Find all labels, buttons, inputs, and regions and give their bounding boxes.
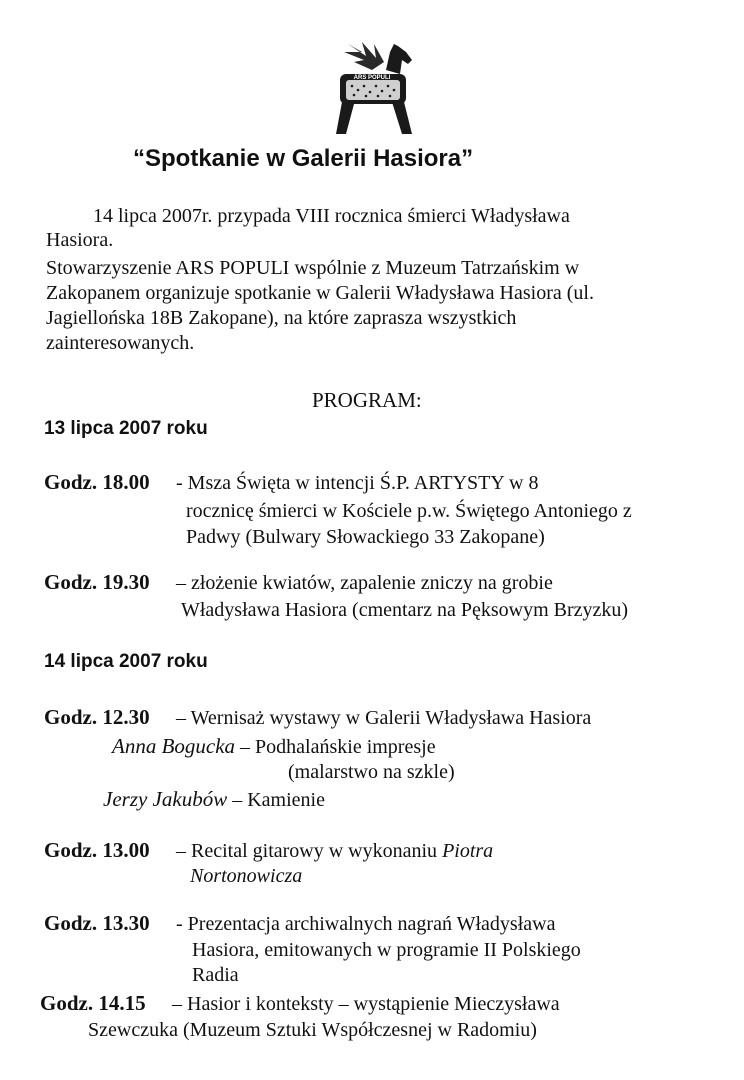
intro-line-3: Stowarzyszenie ARS POPULI wspólnie z Muzeum Tatrzańskim w (46, 257, 580, 279)
ars-populi-horse-logo (332, 30, 416, 136)
intro-line-4: Zakopanem organizuje spotkanie w Galerii Władysława Hasiora (ul. (46, 282, 594, 304)
event-time: Godz. 19.30 (44, 570, 150, 594)
event-line: Szewczuka (Muzeum Sztuki Współczesnej w Radomiu) (88, 1019, 537, 1041)
event-line (176, 838, 493, 864)
performer-first-name: Piotra (442, 840, 494, 862)
artist-name: Anna Bogucka (112, 734, 236, 758)
event-line: Hasiora, emitowanych w programie II Polskiego (192, 939, 581, 961)
event-line: Padwy (Bulwary Słowackiego 33 Zakopane) (186, 526, 545, 548)
event-text: – Recital gitarowy w wykonaniu (176, 840, 438, 862)
intro-line-1: 14 lipca 2007r. przypada VIII rocznica śmierci Władysława (93, 205, 570, 227)
event-line: Władysława Hasiora (cmentarz na Pęksowym Brzyzku) (181, 599, 629, 621)
performer-last-name: Nortonowicza (190, 865, 303, 887)
event-time: Godz. 12.30 (44, 705, 150, 729)
event-time: Godz. 18.00 (44, 470, 150, 494)
intro-line-6: zainteresowanych. (46, 332, 195, 354)
artist-work: – Kamienie (232, 789, 325, 811)
program-heading: PROGRAM: (312, 388, 422, 412)
event-line: - Prezentacja archiwalnych nagrań Władysława (176, 913, 556, 935)
day1-heading: 13 lipca 2007 roku (44, 418, 208, 439)
day2-heading: 14 lipca 2007 roku (44, 651, 208, 672)
event-line: - Msza Święta w intencji Ś.P. ARTYSTY w 8 (176, 472, 539, 494)
artist-name: Jerzy Jakubów (103, 787, 228, 811)
page-title: “Spotkanie w Galerii Hasiora” (133, 145, 474, 172)
event-time: Godz. 13.30 (44, 911, 150, 935)
artist-row (103, 786, 325, 813)
artist-row (112, 733, 436, 760)
artist-work: – Podhalańskie impresje (240, 736, 436, 758)
logo-lettering: ARS POPULI (353, 75, 391, 81)
event-time: Godz. 14.15 (40, 991, 146, 1015)
event-line: – Hasior i konteksty – wystąpienie Mieczysława (172, 993, 560, 1015)
event-line: Radia (192, 964, 239, 986)
intro-line-2: Hasiora. (46, 229, 114, 251)
event-line: – złożenie kwiatów, zapalenie zniczy na grobie (176, 572, 553, 594)
artist-work-note: (malarstwo na szkle) (288, 761, 455, 783)
event-time: Godz. 13.00 (44, 838, 150, 862)
intro-line-5: Jagiellońska 18B Zakopane), na które zaprasza wszystkich (46, 307, 517, 329)
event-line: rocznicę śmierci w Kościele p.w. Świętego Antoniego z (186, 500, 632, 522)
event-line: – Wernisaż wystawy w Galerii Władysława Hasiora (176, 707, 592, 729)
